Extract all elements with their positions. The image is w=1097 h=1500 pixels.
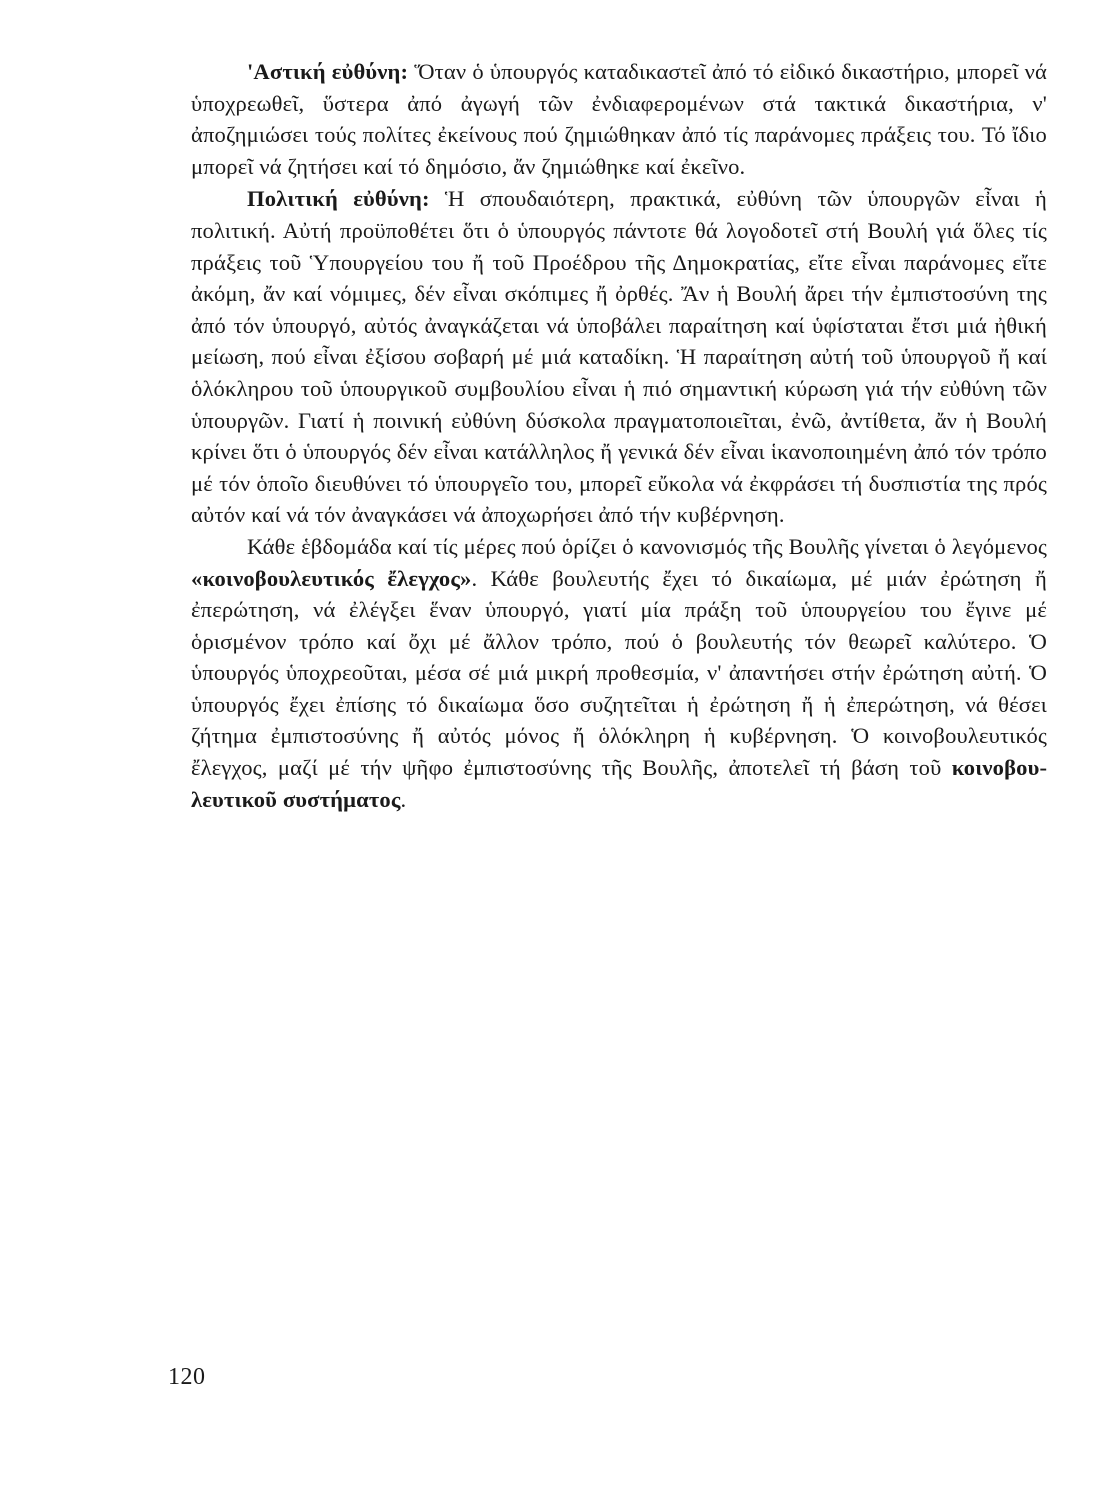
body-text	[191, 56, 1047, 815]
heading-civil-liability: 'Αστική εὐθύνη:	[247, 59, 409, 84]
paragraph-text: Ἡ σπουδαιότερη, πρακτικά, εὐθύνη τῶν ὑπουργῶν εἶναι ἡ πολιτική. Αὐτή προϋποθέτει ὅτι ὁ ὑπουργός πάντοτε θά λογοδοτεῖ στή Βουλή γιά ὅλες τίς πράξεις τοῦ Ὑπουργείου του ἤ τοῦ Προέδρου τῆς Δημοκρατίας, εἴτε εἶναι παράνομες εἴτε ἀκόμη, ἄν καί νόμιμες, δέν εἶναι σκόπιμες ἤ ὀρθές. Ἄν ἡ Βουλή ἄρει τήν ἐμπιστοσύνη της ἀπό τόν ὑπουργό, αὐτός ἀναγκάζεται νά ὑποβάλει παραίτηση καί ὑφίσταται ἔτσι μιά ἠθική μείωση, πού εἶναι ἐξίσου σοβαρή μέ μιά καταδίκη. Ἡ παραίτηση αὐτή τοῦ ὑπουργοῦ ἤ καί ὁλόκληρου τοῦ ὑπουργικοῦ συμβουλίου εἶναι ἡ πιό σημαντική κύρωση γιά τήν εὐθύνη τῶν ὑπουργῶν. Γιατί ἡ ποινική εὐθύνη δύσκολα πραγματοποιεῖται, ἐνῶ, ἀντίθετα, ἄν ἡ Βουλή κρίνει ὅτι ὁ ὑπουργός δέν εἶναι κατάλληλος ἤ γενικά δέν εἶναι ἱκανοποιημένη ἀπό τόν τρόπο μέ τόν ὁποῖο διευθύνει τό ὑπουργεῖο του, μπορεῖ εὔκολα νά ἐκφράσει τή δυσπιστία της πρός αὐτόν καί νά τόν ἀναγκάσει νά ἀποχωρήσει ἀπό τήν κυβέρνηση.	[191, 186, 1047, 528]
paragraph-parliamentary-control	[191, 531, 1047, 815]
term-parliamentary-control: «κοινοβουλευτικός ἔλεγχος»	[191, 565, 472, 591]
paragraph-civil-liability	[191, 56, 1047, 182]
paragraph-text: . Κάθε βουλευτής ἔχει τό δικαίωμα, μέ μιάν ἐρώτηση ἤ ἐπερώτηση, νά ἐλέγξει ἕναν ὑπουργό, γιατί μία πράξη τοῦ ὑπουργείου του ἔγινε μέ ὁρισμένον τρόπο καί ὄχι μέ ἄλλον τρόπο, πού ὁ βουλευτής τόν θεωρεῖ καλύτερο. Ὁ ὑπουργός ὑποχρεοῦται, μέσα σέ μιά μικρή προθεσμία, ν' ἀπαντήσει στήν ἐρώτηση αὐτή. Ὁ ὑπουργός ἔχει ἐπίσης τό δικαίωμα ὅσο συζητεῖται ἡ ἐρώτηση ἤ ἡ ἐπερώτηση, νά θέσει ζήτημα ἐμπιστοσύνης ἤ αὐτός μόνος ἤ ὁλόκληρη ἡ κυβέρνηση. Ὁ κοινοβουλευτικός ἔλεγχος, μαζί μέ τήν ψῆφο ἐμπιστοσύνης τῆς Βουλῆς, ἀποτελεῖ τή βάση τοῦ	[191, 565, 1047, 781]
paragraph-text: Κάθε ἑβδομάδα καί τίς μέρες πού ὁρίζει ὁ κανονισμός τῆς Βουλῆς γίνεται ὁ λεγόμενος	[247, 533, 1047, 559]
paragraph-text: .	[400, 786, 407, 812]
page-number: 120	[168, 1364, 206, 1390]
term-parliamentary-system: κοινοβουλευτικοῦ συστήματος	[191, 755, 1047, 812]
paragraph-text: Ὅταν ὁ ὑπουργός καταδικαστεῖ ἀπό τό εἰδικό δικαστήριο, μπορεῖ νά ὑποχρεωθεῖ, ὕστερα ἀπό ἀγωγή τῶν ἐνδιαφερομένων στά τακτικά δικαστήρια, ν' ἀποζημιώσει τούς πολίτες ἐκείνους πού ζημιώθηκαν ἀπό τίς παράνομες πράξεις του. Τό ἴδιο μπορεῖ νά ζητήσει καί τό δημόσιο, ἄν ζημιώθηκε καί ἐκεῖνο.	[191, 59, 1047, 179]
heading-political-liability: Πολιτική εὐθύνη:	[247, 186, 430, 212]
paragraph-political-liability	[191, 183, 1047, 531]
